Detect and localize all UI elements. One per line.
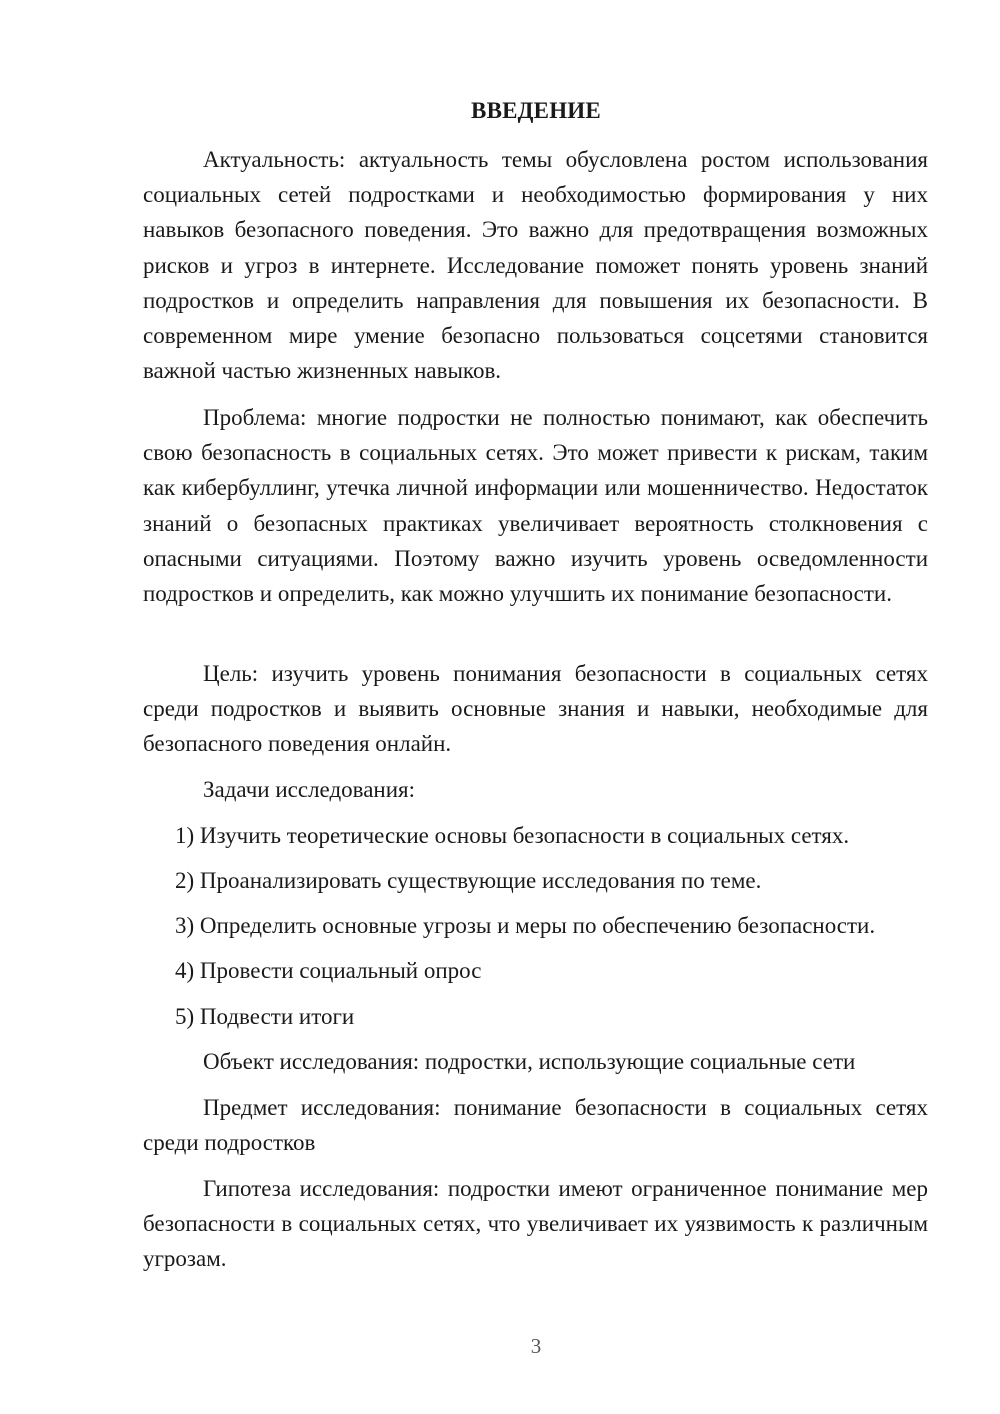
page-title: ВВЕДЕНИЕ: [471, 98, 601, 123]
paragraph-relevance: Актуальность: актуальность темы обусловлена ростом использования социальных сетей подростками и необходимостью формирования у них навыков безопасного поведения. Это важно для предотвращения возможных рисков и угроз в интернете. Исследование поможет понять уровень знаний подростков и определить направления для повышения их безопасности. В современном мире умение безопасно пользоваться соцсетями становится важной частью жизненных навыков.: [143, 147, 928, 384]
task-item-4: 4) Провести социальный опрос: [175, 958, 482, 983]
page-number: 3: [530, 1334, 542, 1358]
research-object: Объект исследования: подростки, использующие социальные сети: [203, 1049, 856, 1074]
task-item-3: 3) Определить основные угрозы и меры по обеспечению безопасности.: [175, 913, 876, 938]
task-item-1: 1) Изучить теоретические основы безопасности в социальных сетях.: [175, 823, 850, 848]
task-item-5: 5) Подвести итоги: [175, 1004, 355, 1029]
paragraph-problem: Проблема: многие подростки не полностью понимают, как обеспечить свою безопасность в социальных сетях. Это может привести к рискам, таким как кибербуллинг, утечка личной информации или мошенничество. Недостаток знаний о безопасных практиках увеличивает вероятность столкновения с опасными ситуациями. Поэтому важно изучить уровень осведомленности подростков и определить, как можно улучшить их понимание безопасности.: [143, 405, 928, 607]
research-hypothesis: Гипотеза исследования: подростки имеют ограниченное понимание мер безопасности в социальных сетях, что увеличивает их уязвимость к различным угрозам.: [143, 1176, 928, 1272]
research-subject: Предмет исследования: понимание безопасности в социальных сетях среди подростков: [143, 1095, 928, 1156]
task-item-2: 2) Проанализировать существующие исследования по теме.: [175, 868, 762, 893]
paragraph-goal: Цель: изучить уровень понимания безопасности в социальных сетях среди подростков и выявить основные знания и навыки, необходимые для безопасного поведения онлайн.: [143, 661, 928, 757]
tasks-heading: Задачи исследования:: [203, 777, 416, 802]
